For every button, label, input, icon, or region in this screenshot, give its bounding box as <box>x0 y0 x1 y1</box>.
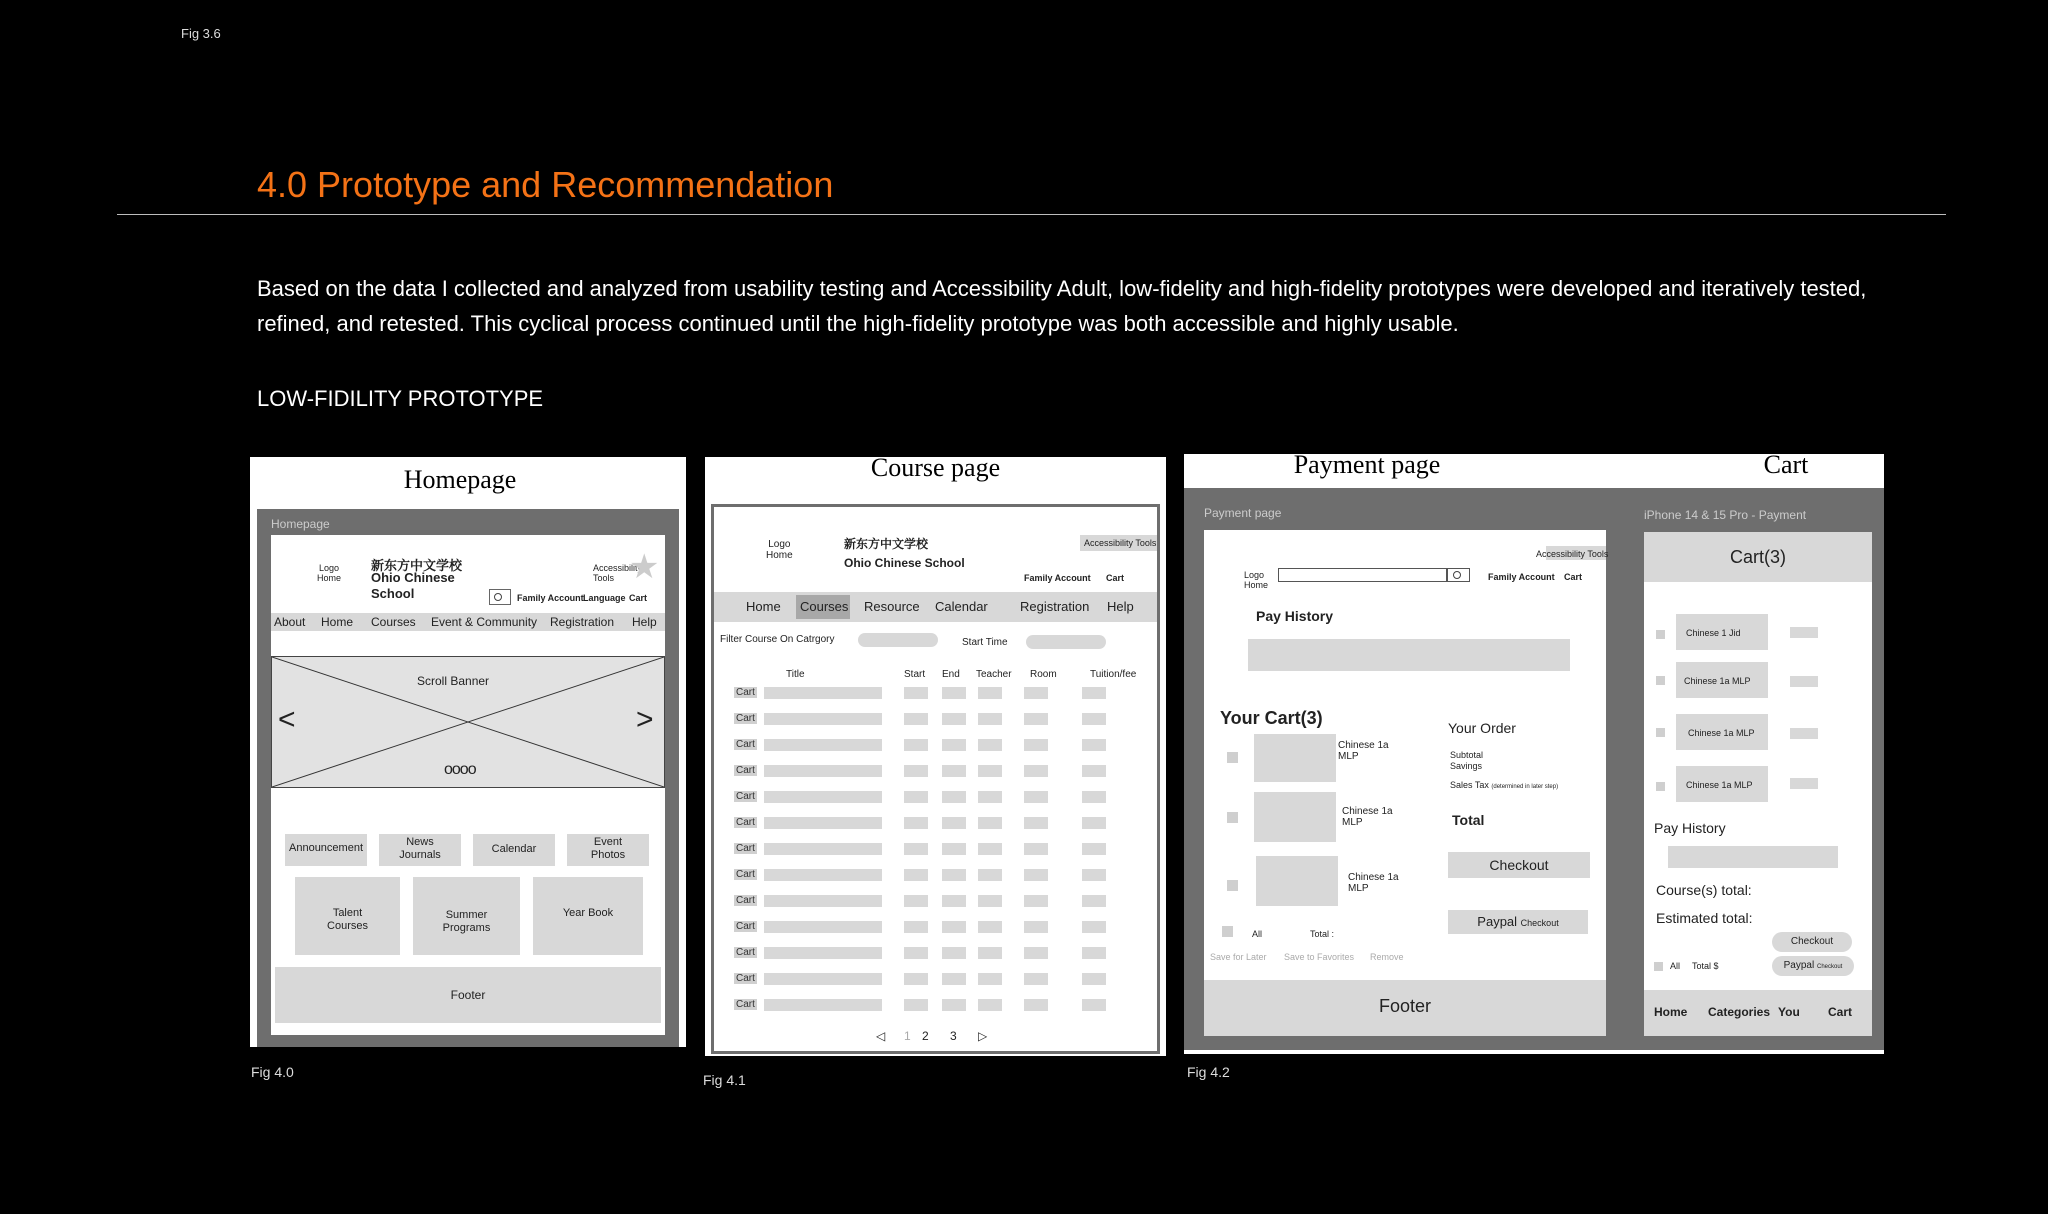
table-row <box>714 843 1154 857</box>
intro-paragraph: Based on the data I collected and analyzed from usability testing and Accessibility Adult, low-fidelity and high-fidelity prototypes were developed and iteratively tested, refined, and retested. This cyclical process continued until the high-fidelity prototype was both accessible and highly usable. <box>257 276 1867 336</box>
payment-search-input[interactable] <box>1278 568 1448 582</box>
mobile-item-2-checkbox[interactable] <box>1656 676 1665 685</box>
mobile-courses-total: Course(s) total: <box>1656 882 1752 898</box>
row-data-cell <box>1024 895 1048 907</box>
pager-next[interactable]: ▷ <box>978 1029 988 1043</box>
order-subtotal-savings: Subtotal Savings <box>1450 750 1484 771</box>
order-sales-tax <box>1450 780 1558 790</box>
payment-footer: Footer <box>1204 980 1606 1036</box>
cart-item-3-checkbox[interactable] <box>1227 880 1238 891</box>
cart-total-colon: Total : <box>1310 929 1335 939</box>
row-data-cell <box>1082 895 1106 907</box>
payment-pay-history: Pay History <box>1256 608 1334 624</box>
homepage-logo[interactable]: Logo Home <box>317 563 342 583</box>
row-title-cell <box>764 843 882 855</box>
row-data-cell <box>1082 765 1106 777</box>
fig-4-0-caption: Fig 4.0 <box>251 1064 294 1080</box>
row-data-cell <box>942 973 966 985</box>
row-data-cell <box>904 713 928 725</box>
table-row <box>714 869 1154 883</box>
row-data-cell <box>1082 947 1106 959</box>
banner-dots[interactable]: oooo <box>444 761 476 778</box>
row-data-cell <box>978 765 1002 777</box>
payment-search-icon[interactable] <box>1446 568 1470 582</box>
mobile-total-label: Total $ <box>1692 961 1719 971</box>
cart-item-3-name: Chinese 1a MLP <box>1348 872 1399 894</box>
mobile-pay-history-box <box>1668 846 1838 868</box>
row-cart-button[interactable]: Cart <box>736 817 755 828</box>
row-title-cell <box>764 947 882 959</box>
row-data-cell <box>904 921 928 933</box>
row-data-cell <box>978 843 1002 855</box>
table-row <box>714 713 1154 727</box>
table-row <box>714 765 1154 779</box>
homepage-family-account[interactable]: Family Account <box>517 593 584 603</box>
course-screen <box>711 504 1160 1054</box>
row-data-cell <box>904 765 928 777</box>
mobile-item-4-qty[interactable] <box>1790 778 1818 789</box>
row-data-cell <box>1082 921 1106 933</box>
row-cart-button[interactable]: Cart <box>736 765 755 776</box>
row-data-cell <box>978 973 1002 985</box>
order-total-label: Total <box>1452 812 1485 828</box>
save-to-favorites-link[interactable]: Save to Favorites <box>1284 952 1355 962</box>
star-icon: ★ <box>629 548 660 586</box>
nav-courses[interactable]: Courses <box>371 615 416 629</box>
start-time-dropdown[interactable] <box>1026 635 1106 649</box>
row-data-cell <box>1082 843 1106 855</box>
row-cart-button[interactable]: Cart <box>736 973 755 984</box>
row-data-cell <box>1082 869 1106 881</box>
cart-item-1-name: Chinese 1a MLP <box>1338 740 1389 762</box>
mobile-item-2-qty[interactable] <box>1790 676 1818 687</box>
homepage-cart[interactable]: Cart <box>629 593 648 603</box>
row-title-cell <box>764 973 882 985</box>
cart-card-title: Cart <box>1763 454 1809 479</box>
row-data-cell <box>1024 791 1048 803</box>
mobile-frame-label: iPhone 14 & 15 Pro - Payment <box>1644 508 1807 522</box>
table-row <box>714 791 1154 805</box>
row-data-cell <box>978 739 1002 751</box>
row-cart-button[interactable]: Cart <box>736 921 755 932</box>
cart-item-2-checkbox[interactable] <box>1227 812 1238 823</box>
row-data-cell <box>904 687 928 699</box>
homepage-card-title: Homepage <box>403 465 517 494</box>
homepage-nav-bar <box>271 613 665 631</box>
row-title-cell <box>764 739 882 751</box>
mobile-paypal-button[interactable] <box>1772 956 1854 976</box>
select-all-checkbox[interactable] <box>1222 926 1233 937</box>
mobile-tab-bar <box>1644 990 1872 1036</box>
mobile-paypal-label: Paypal <box>1783 960 1815 971</box>
mobile-paypal-small: Checkout <box>1817 964 1843 970</box>
mobile-all-label: All <box>1670 961 1681 971</box>
row-data-cell <box>942 895 966 907</box>
row-cart-button[interactable]: Cart <box>736 999 755 1010</box>
tile-summer-programs[interactable]: Summer Programs <box>413 877 520 955</box>
table-row <box>714 947 1154 961</box>
row-title-cell <box>764 817 882 829</box>
figure-label-top: Fig 3.6 <box>181 26 221 41</box>
row-data-cell <box>1024 921 1048 933</box>
payment-card-title: Payment page <box>1293 454 1441 479</box>
mobile-tab-categories[interactable]: Categories <box>1708 1005 1771 1019</box>
nav-event-community[interactable]: Event & Community <box>431 615 538 629</box>
homepage-footer: Footer <box>275 967 661 1023</box>
remove-link[interactable]: Remove <box>1370 952 1404 962</box>
row-data-cell <box>904 869 928 881</box>
payment-logo[interactable]: Logo Home <box>1244 570 1269 590</box>
row-data-cell <box>904 895 928 907</box>
row-data-cell <box>904 739 928 751</box>
pay-history-box <box>1248 639 1570 671</box>
row-data-cell <box>942 765 966 777</box>
checkout-button[interactable]: Checkout <box>1448 852 1590 878</box>
banner-prev-arrow[interactable]: < <box>278 703 296 736</box>
homepage-accessibility-tools[interactable]: Accessibility Tools <box>593 563 643 583</box>
homepage-school-cn: 新东方中文学校 <box>371 558 463 573</box>
tile-announcement[interactable]: Announcement <box>285 834 367 866</box>
mobile-select-all-checkbox[interactable] <box>1654 962 1663 971</box>
table-row <box>714 973 1154 987</box>
col-room: Room <box>1030 669 1057 680</box>
payment-cart-wireframe-card <box>1184 454 1884 1054</box>
pager-prev[interactable]: ◁ <box>876 1029 886 1043</box>
row-data-cell <box>942 947 966 959</box>
filter-dropdown[interactable] <box>858 633 938 647</box>
row-data-cell <box>978 895 1002 907</box>
title-divider <box>117 214 1946 215</box>
payment-screen <box>1204 530 1609 980</box>
filter-label: Filter Course On Catrgory <box>720 634 835 645</box>
homepage-screen <box>271 535 665 1035</box>
tile-year-book[interactable]: Year Book <box>533 877 643 955</box>
row-data-cell <box>978 687 1002 699</box>
row-title-cell <box>764 765 882 777</box>
row-data-cell <box>942 791 966 803</box>
row-data-cell <box>942 739 966 751</box>
row-cart-button[interactable]: Cart <box>736 947 755 958</box>
row-cart-button[interactable]: Cart <box>736 687 755 698</box>
course-card-title: Course page <box>870 457 1001 482</box>
table-row <box>714 999 1154 1013</box>
mobile-item-1-qty[interactable] <box>1790 627 1818 638</box>
payment-cart-frame <box>1184 488 1884 1050</box>
row-cart-button[interactable]: Cart <box>736 869 755 880</box>
table-row <box>714 921 1154 935</box>
course-cart[interactable]: Cart <box>1106 573 1125 583</box>
homepage-wireframe-card <box>250 457 686 1047</box>
paypal-button[interactable] <box>1448 910 1588 934</box>
fig-4-2-caption: Fig 4.2 <box>1187 1064 1230 1080</box>
col-teacher: Teacher <box>976 669 1012 680</box>
mobile-item-1-checkbox[interactable] <box>1656 630 1665 639</box>
row-data-cell <box>978 947 1002 959</box>
row-data-cell <box>1082 999 1106 1011</box>
mobile-cart-screen <box>1644 532 1872 1036</box>
course-nav-help[interactable]: Help <box>1107 599 1134 614</box>
pager-page-2[interactable]: 2 <box>922 1029 929 1043</box>
course-accessibility-tools[interactable]: Accessibility Tools <box>1080 535 1157 551</box>
course-school-en: Ohio Chinese School <box>844 556 965 570</box>
row-data-cell <box>1082 687 1106 699</box>
course-family-account[interactable]: Family Account <box>1024 573 1091 583</box>
homepage-school-en2: School <box>371 586 415 601</box>
row-data-cell <box>1082 973 1106 985</box>
course-logo[interactable]: Logo Home <box>766 539 793 561</box>
payment-accessibility-tools[interactable]: Accessibility Tools <box>1546 546 1606 560</box>
row-data-cell <box>904 947 928 959</box>
tile-news-journals[interactable]: News Journals <box>379 834 461 866</box>
course-nav-courses-active[interactable]: Courses <box>796 595 850 619</box>
tile-event-photos[interactable]: Event Photos <box>567 834 649 866</box>
row-data-cell <box>1082 713 1106 725</box>
tile-calendar[interactable]: Calendar <box>473 834 555 866</box>
row-data-cell <box>904 791 928 803</box>
cart-item-1-image <box>1254 734 1336 782</box>
cart-item-2-name: Chinese 1a MLP <box>1342 806 1393 828</box>
col-title: Title <box>786 669 805 680</box>
row-data-cell <box>1024 947 1048 959</box>
row-data-cell <box>942 999 966 1011</box>
mobile-item-3[interactable]: Chinese 1a MLP <box>1676 714 1768 750</box>
course-nav-registration[interactable]: Registration <box>1020 599 1090 614</box>
nav-help[interactable]: Help <box>632 615 657 629</box>
row-data-cell <box>904 817 928 829</box>
cart-item-1-checkbox[interactable] <box>1227 752 1238 763</box>
row-title-cell <box>764 713 882 725</box>
homepage-frame-label: Homepage <box>271 517 330 531</box>
row-title-cell <box>764 921 882 933</box>
row-data-cell <box>942 817 966 829</box>
row-data-cell <box>1024 687 1048 699</box>
row-data-cell <box>904 843 928 855</box>
search-icon[interactable] <box>489 589 511 605</box>
row-data-cell <box>1024 739 1048 751</box>
course-school-cn: 新东方中文学校 <box>844 537 929 551</box>
row-data-cell <box>1024 817 1048 829</box>
course-page-wireframe-card <box>705 457 1166 1056</box>
table-row <box>714 895 1154 909</box>
banner-next-arrow[interactable]: > <box>636 703 654 736</box>
mobile-item-4[interactable]: Chinese 1a MLP <box>1676 766 1768 802</box>
sales-tax-note: (determined in later step) <box>1491 784 1559 790</box>
row-data-cell <box>1024 869 1048 881</box>
sales-tax-label: Sales Tax <box>1450 780 1489 790</box>
mobile-pay-history: Pay History <box>1654 820 1726 836</box>
paypal-label: Paypal <box>1477 914 1518 929</box>
paypal-checkout-small: Checkout <box>1520 918 1559 928</box>
row-data-cell <box>1024 765 1048 777</box>
col-start: Start <box>904 669 926 680</box>
row-data-cell <box>904 973 928 985</box>
payment-frame-label: Payment page <box>1204 506 1282 520</box>
row-title-cell <box>764 895 882 907</box>
row-data-cell <box>1024 999 1048 1011</box>
homepage-school-en1: Ohio Chinese <box>371 570 455 585</box>
row-title-cell <box>764 999 882 1011</box>
row-data-cell <box>978 817 1002 829</box>
col-end: End <box>942 669 960 680</box>
row-title-cell <box>764 791 882 803</box>
course-nav-calendar[interactable]: Calendar <box>935 599 988 614</box>
payment-cart-link[interactable]: Cart <box>1564 572 1583 582</box>
nav-home[interactable]: Home <box>321 615 354 629</box>
scroll-banner[interactable] <box>271 656 665 788</box>
mobile-tab-cart[interactable]: Cart <box>1828 1005 1853 1019</box>
row-data-cell <box>1082 817 1106 829</box>
mobile-item-4-checkbox[interactable] <box>1656 782 1665 791</box>
nav-about[interactable]: About <box>274 615 306 629</box>
row-title-cell <box>764 687 882 699</box>
nav-registration[interactable]: Registration <box>550 615 615 629</box>
mobile-estimated-total: Estimated total: <box>1656 910 1753 926</box>
mobile-cart-header: Cart(3) <box>1644 532 1872 582</box>
your-order-heading: Your Order <box>1448 720 1516 736</box>
row-cart-button[interactable]: Cart <box>736 843 755 854</box>
payment-family-account[interactable]: Family Account <box>1488 572 1555 582</box>
course-nav-bar <box>714 592 1157 622</box>
row-data-cell <box>1082 739 1106 751</box>
course-nav-resource[interactable]: Resource <box>864 599 920 614</box>
row-cart-button[interactable]: Cart <box>736 713 755 724</box>
row-data-cell <box>978 999 1002 1011</box>
select-all-label: All <box>1252 929 1263 939</box>
row-cart-button[interactable]: Cart <box>736 895 755 906</box>
row-data-cell <box>942 843 966 855</box>
fig-4-1-caption: Fig 4.1 <box>703 1072 746 1088</box>
col-tuition: Tuition/fee <box>1090 669 1137 680</box>
row-title-cell <box>764 869 882 881</box>
save-for-later-link[interactable]: Save for Later <box>1210 952 1267 962</box>
start-time-label: Start Time <box>962 637 1008 648</box>
mobile-item-3-qty[interactable] <box>1790 728 1818 739</box>
row-data-cell <box>942 869 966 881</box>
cart-item-3-image <box>1256 856 1338 906</box>
row-data-cell <box>904 999 928 1011</box>
table-row <box>714 687 1154 701</box>
table-row <box>714 739 1154 753</box>
mobile-item-1[interactable]: Chinese 1 Jid <box>1676 614 1768 650</box>
row-cart-button[interactable]: Cart <box>736 791 755 802</box>
mobile-tab-home[interactable]: Home <box>1654 1005 1688 1019</box>
row-cart-button[interactable]: Cart <box>736 739 755 750</box>
table-row <box>714 817 1154 831</box>
scroll-banner-label: Scroll Banner <box>417 674 490 688</box>
row-data-cell <box>978 713 1002 725</box>
row-data-cell <box>1024 973 1048 985</box>
mobile-tab-you[interactable]: You <box>1778 1005 1800 1019</box>
row-data-cell <box>1024 713 1048 725</box>
mobile-checkout-button[interactable]: Checkout <box>1772 932 1852 952</box>
row-data-cell <box>942 713 966 725</box>
course-nav-home[interactable]: Home <box>746 599 781 614</box>
row-data-cell <box>1082 791 1106 803</box>
row-data-cell <box>978 791 1002 803</box>
row-data-cell <box>1024 843 1048 855</box>
homepage-language[interactable]: Language <box>583 593 626 603</box>
cart-item-2-image <box>1254 792 1336 842</box>
row-data-cell <box>978 921 1002 933</box>
mobile-item-3-checkbox[interactable] <box>1656 728 1665 737</box>
pager-page-3[interactable]: 3 <box>950 1029 957 1043</box>
mobile-item-2[interactable]: Chinese 1a MLP <box>1676 662 1768 698</box>
row-data-cell <box>942 921 966 933</box>
your-cart-heading: Your Cart(3) <box>1220 708 1323 728</box>
tile-talent-courses[interactable]: Talent Courses <box>295 877 400 955</box>
row-data-cell <box>978 869 1002 881</box>
pager-page-1[interactable]: 1 <box>904 1029 911 1043</box>
homepage-frame <box>257 509 679 1047</box>
subheading: LOW-FIDILITY PROTOTYPE <box>257 386 544 411</box>
section-title: 4.0 Prototype and Recommendation <box>257 164 834 205</box>
row-data-cell <box>942 687 966 699</box>
